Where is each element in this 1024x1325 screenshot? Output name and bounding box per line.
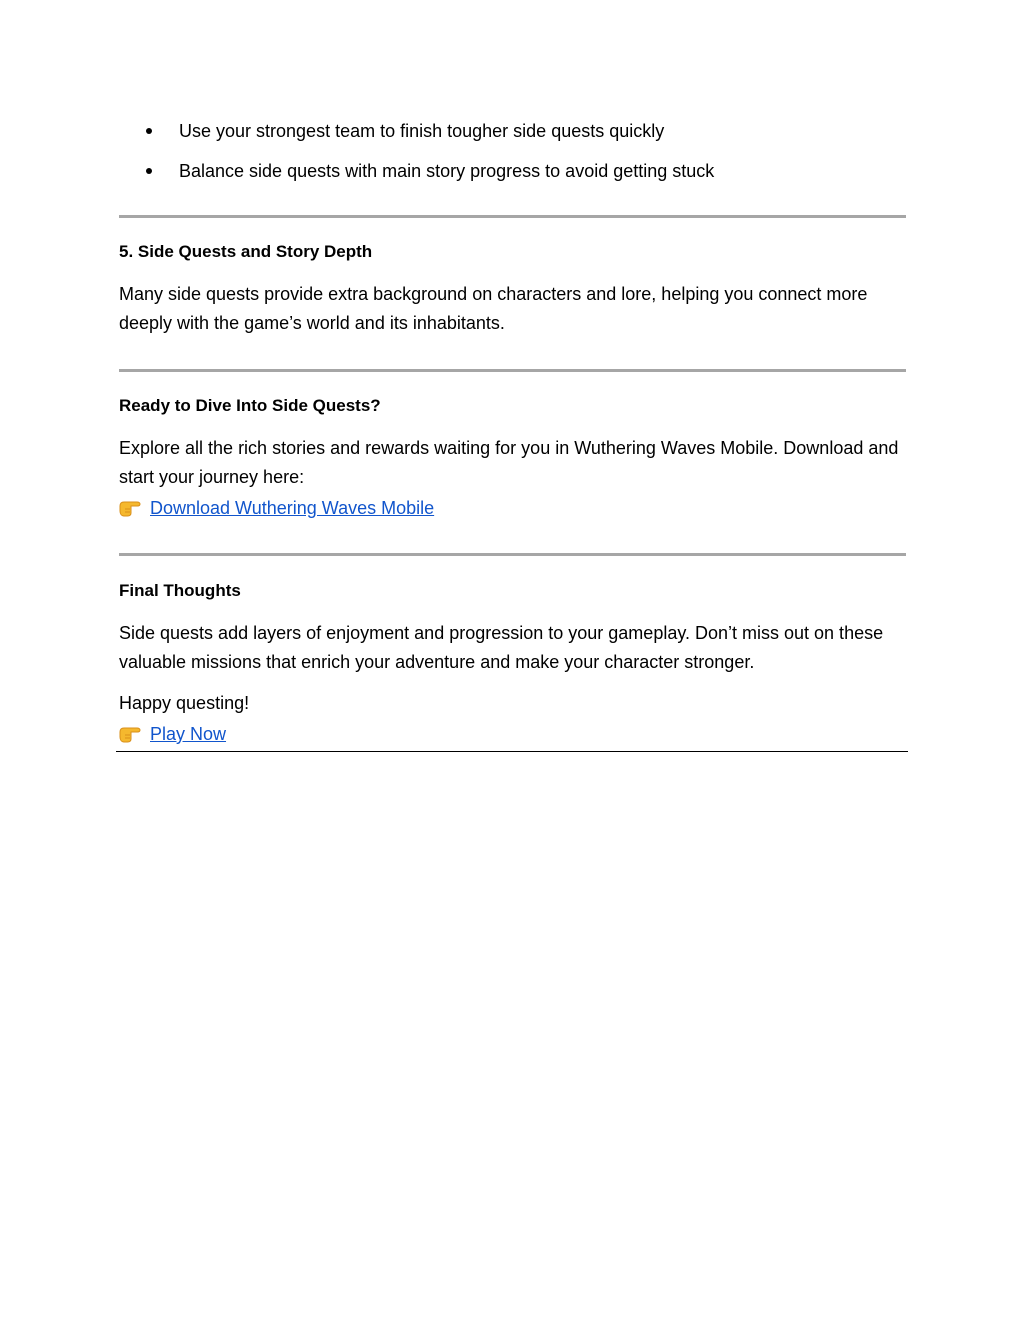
section-divider (119, 369, 906, 372)
download-wuthering-waves-link[interactable]: Download Wuthering Waves Mobile (150, 498, 435, 518)
bullet-icon (146, 128, 152, 134)
section-heading-ready: Ready to Dive Into Side Quests? (119, 396, 381, 415)
list-item (119, 156, 905, 186)
play-now-link-line (119, 720, 226, 748)
section-paragraph-story-depth: Many side quests provide extra background on characters and lore, helping you connect more deeply with the game’s world and its inhabitants. (119, 284, 868, 333)
section-divider (119, 215, 906, 218)
list-item (119, 116, 905, 146)
section-paragraph-ready: Explore all the rich stories and rewards waiting for you in Wuthering Waves Mobile. Download and start your journey here: (119, 438, 899, 487)
section-heading-story-depth: 5. Side Quests and Story Depth (119, 242, 373, 261)
section-divider (119, 553, 906, 556)
bottom-border-line (116, 751, 908, 752)
bullet-icon (146, 168, 152, 174)
pointing-hand-icon (119, 497, 141, 517)
bullet-text: Use your strongest team to finish tougher side quests quickly (179, 121, 665, 141)
bullet-text: Balance side quests with main story progress to avoid getting stuck (179, 161, 715, 181)
tips-bullet-list (119, 116, 905, 196)
download-link-line (119, 494, 434, 522)
pointing-hand-icon (119, 723, 141, 743)
section-heading-final-thoughts: Final Thoughts (119, 581, 241, 600)
section-paragraph-final-thoughts: Side quests add layers of enjoyment and progression to your gameplay. Don’t miss out on these valuable missions that enrich your adventure and make your character stronger. (119, 623, 884, 672)
closing-text: Happy questing! (119, 693, 250, 713)
play-now-link[interactable]: Play Now (150, 724, 227, 744)
